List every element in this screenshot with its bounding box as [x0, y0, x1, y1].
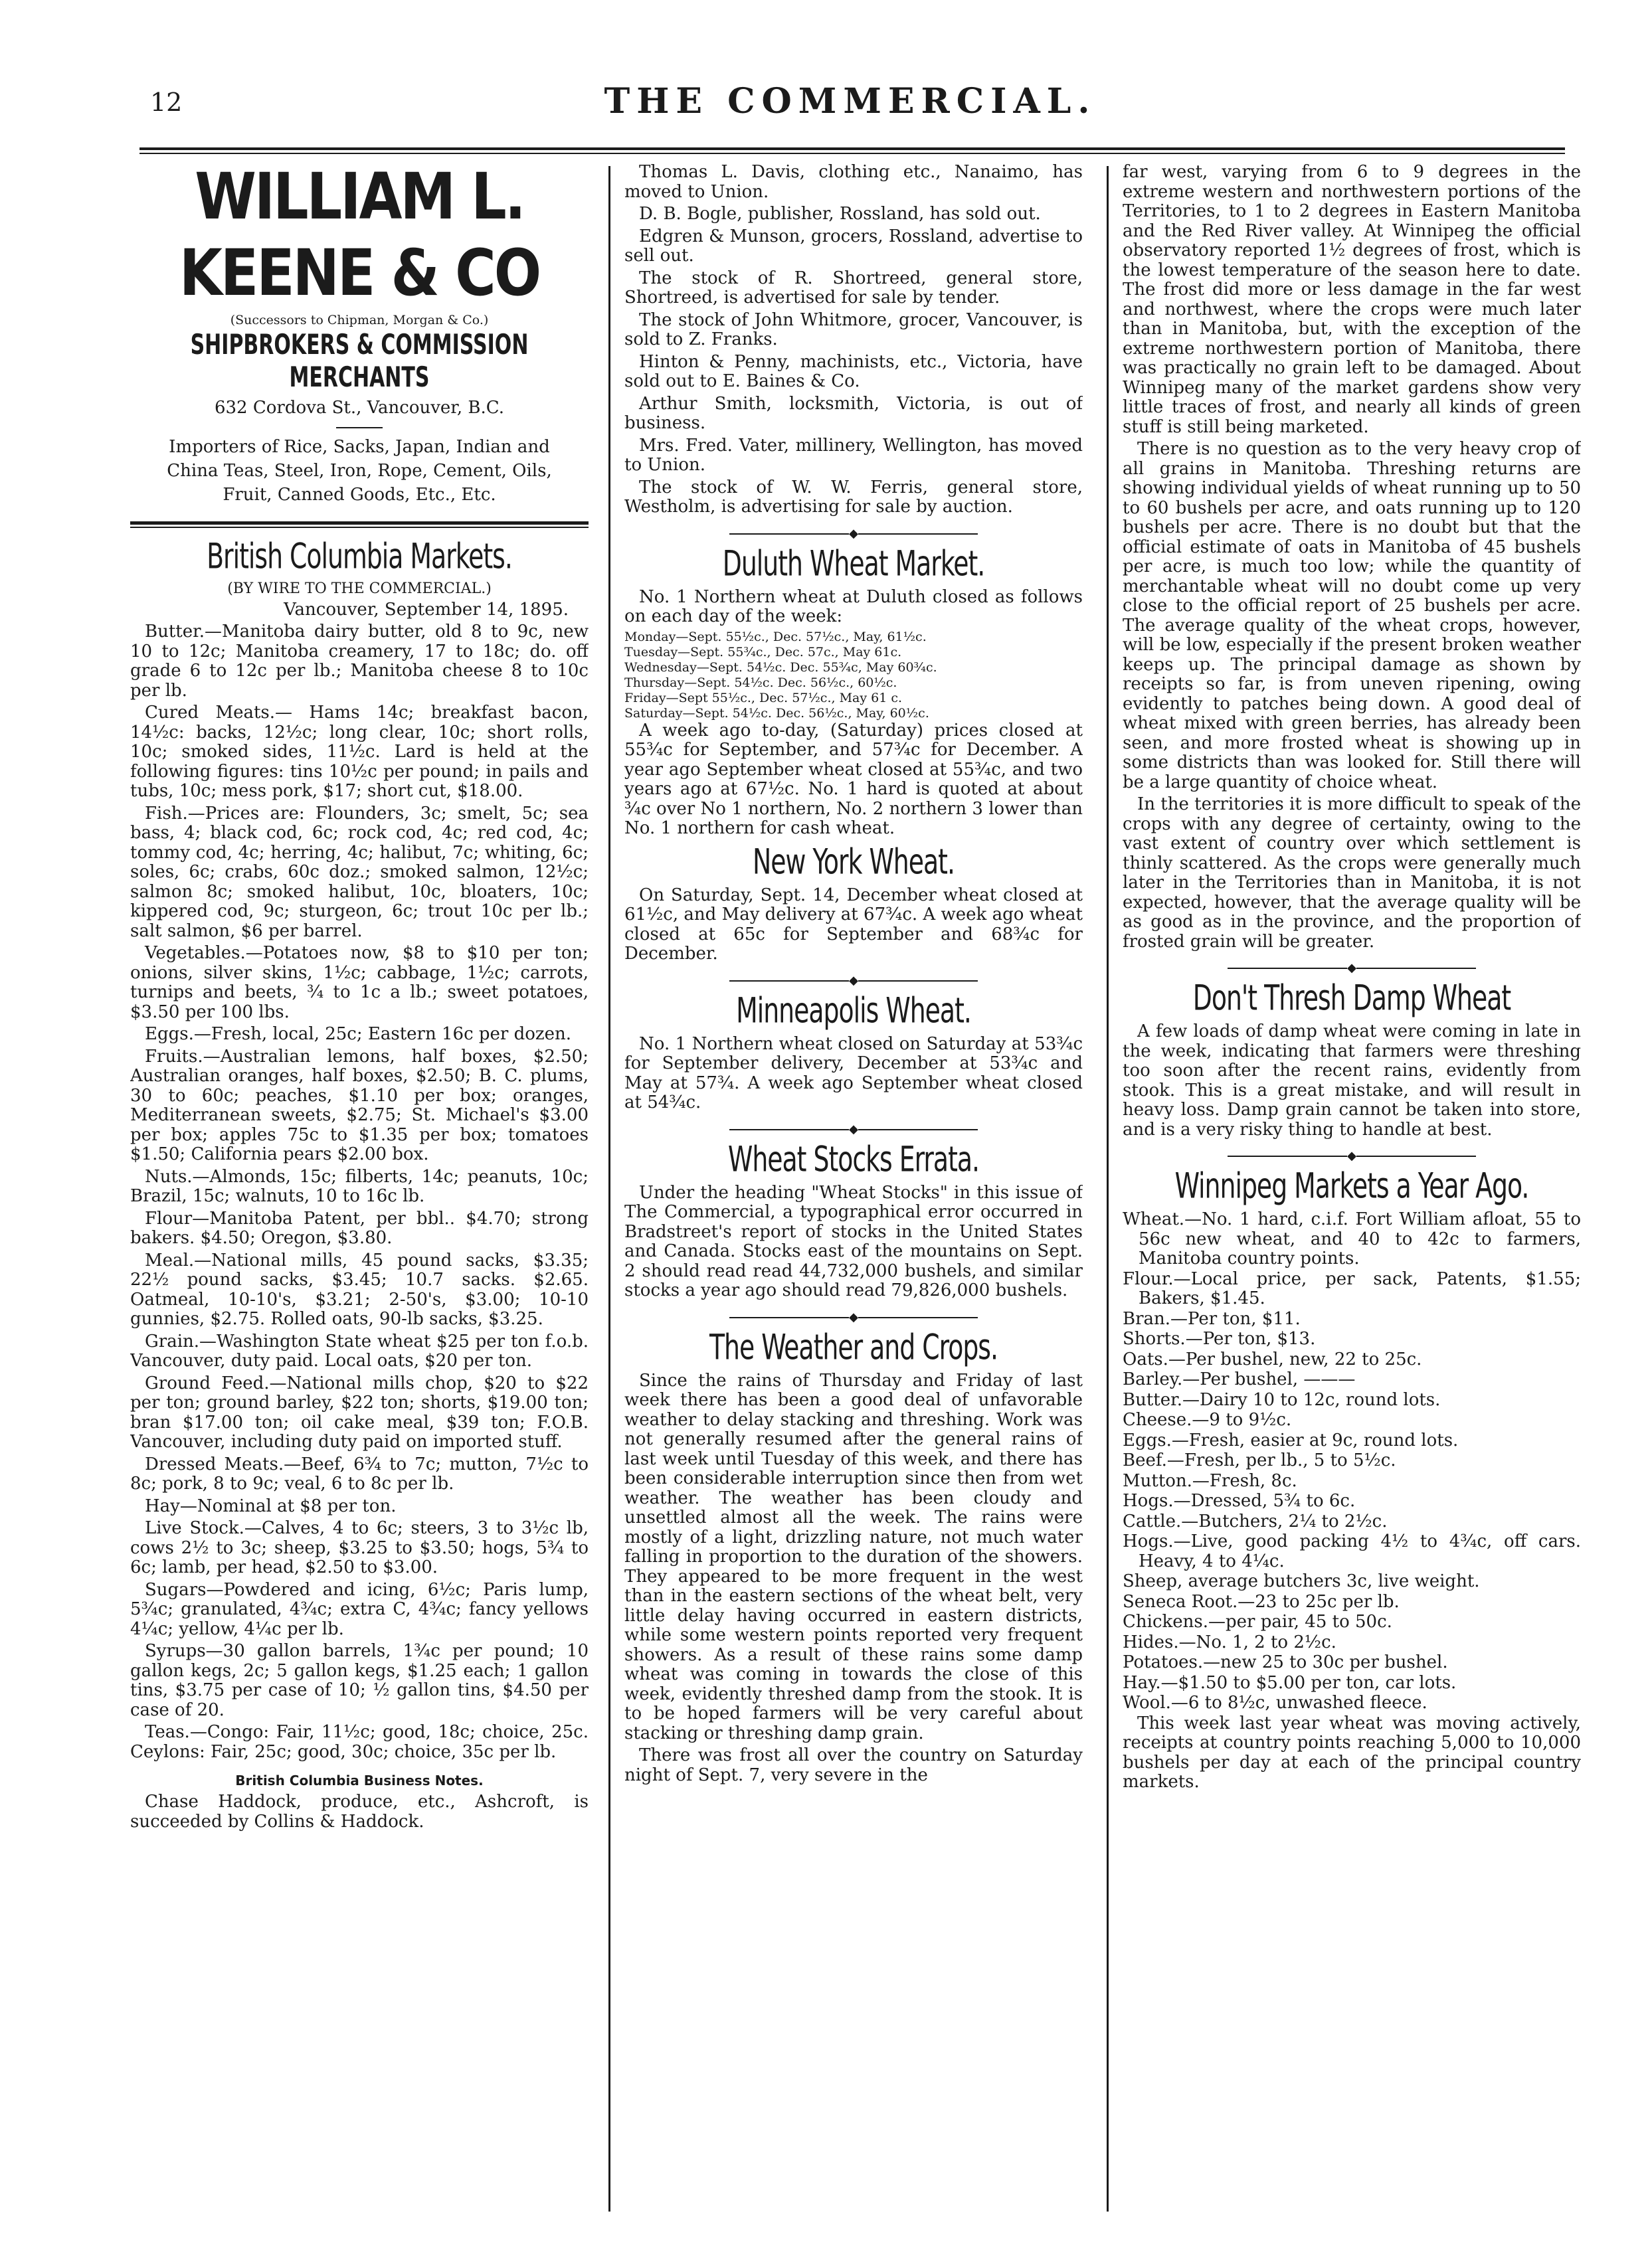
weather-heading: The Weather and Crops.	[709, 1326, 998, 1367]
column-2	[624, 163, 1083, 2248]
paragraph: Under the heading "Wheat Stocks" in this issue of The Commercial, a typographical error occurred in Bradstreet's report of stocks in the United States and Canada. Stocks east of the mountains on Sept. 2 should read read 44,732,000 bushels, and similar stocks a year ago should read 79,826,000 bushels.	[624, 1182, 1083, 1300]
paragraph: A week ago to-day, (Saturday) prices closed at 55¾c for September, and 57¾c for December. A year ago September wheat closed at 55¾c, and two years ago at 67½c. No. 1 hard is quoted at about ¾c over No 1 northern, No. 2 northern 3 lower than No. 1 northern for cash wheat.	[624, 720, 1083, 838]
list-item: Hogs.—Live, good packing 4½ to 4¾c, off cars. Heavy, 4 to 4¼c.	[1123, 1531, 1581, 1571]
list-item: Bran.—Per ton, $11.	[1123, 1308, 1301, 1329]
paragraph: Hay—Nominal at $8 per ton.	[145, 1496, 397, 1516]
paragraph: In the territories it is more difficult to speak of the crops with any degree of certainty, owing to the vast extent of country over which settlement is thinly scattered. As the crops were generally much later in the Territories than in Manitoba, it is not expected, however, that the average quality will be as good as in the province, and the proportion of frosted grain will be greater.	[1123, 794, 1581, 952]
business-notes	[624, 163, 1083, 517]
paragraph: There was frost all over the country on Saturday night of Sept. 7, very severe in the	[624, 1745, 1083, 1785]
list-item: Hogs.—Dressed, 5¾ to 6c.	[1123, 1491, 1356, 1511]
top-rule	[139, 147, 1565, 154]
short-rule	[336, 427, 383, 428]
paragraph: This week last year wheat was moving actively, receipts at country points reaching 5,000 to 10,000 bushels per day at each of the principal country markets.	[1123, 1713, 1581, 1792]
column-rule-2	[1107, 166, 1109, 2212]
duluth-daily-list	[624, 630, 1083, 721]
paragraph: The stock of John Whitmore, grocer, Vancouver, is sold to Z. Franks.	[624, 309, 1083, 349]
list-item: Cattle.—Butchers, 2¼ to 2½c.	[1123, 1511, 1388, 1531]
paragraph: Meal.—National mills, 45 pound sacks, $3.35; 22½ pound sacks, $3.45; 10.7 sacks. $2.65. Oatmeal, 10-10's, $3.21; 2-50's, $3.00; 10-10 gunnies, $2.75. Rolled oats, 90-lb sacks, $3.25.	[130, 1250, 589, 1329]
page-number: 12	[150, 88, 183, 117]
list-item: Saturday—Sept. 54½c. Dec. 56½c., May, 60½c.	[624, 705, 929, 721]
paragraph: There is no question as to the very heavy crop of all grains in Manitoba. Threshing returns are showing individual yields of wheat running up to 50 to 60 bushels per acre, and oats running up to 120 bushels per acre. There is no doubt but that the official estimate of oats in Manitoba of 45 bushels per acre, is much too low; while the quantity of merchantable wheat will no doubt come up very close to the official report of 25 bushels per acre. The average quality of the wheat crops, however, will be low, especially if the present broken weather keeps up. The principal damage as shown by receipts so far, is from uneven ripening, owing evidently to patches being down. A good deal of wheat mixed with green berries, has already been seen, and more frosted wheat is showing up in some districts than was looked for. Still there will be a large quantity of choice wheat.	[1123, 439, 1581, 792]
firm-address: 632 Cordova St., Vancouver, B.C.	[214, 398, 505, 418]
paragraph: Edgren & Munson, grocers, Rossland, advertise to sell out.	[624, 226, 1083, 266]
minneapolis-heading: Minneapolis Wheat.	[736, 990, 971, 1031]
list-item: Chickens.—per pair, 45 to 50c.	[1123, 1612, 1392, 1632]
paragraph: far west, varying from 6 to 9 degrees in the extreme western and northwestern portions of the Territories, to 1 to 2 degrees in Eastern Manitoba and the Red River valley. At Winnipeg the official observatory reported 1½ degrees of frost, which is the lowest temperature of the season here to date. The frost did more or less damage in the far west and northwest, where the crops were much later than in Manitoba, but, with the exception of the extreme northwestern portion of Manitoba, there was practically no grain left to be damaged. About Winnipeg many of the market gardens show very little traces of frost, and nearly all kinds of green stuff is still being marketed.	[1123, 163, 1581, 437]
ornament-divider: ◆	[624, 1310, 1083, 1324]
firm-importers: Importers of Rice, Sacks, Japan, Indian and China Teas, Steel, Iron, Rope, Cement, Oils, Fruit, Canned Goods, Etc., Etc.	[167, 437, 552, 505]
paragraph: Vegetables.—Potatoes now, $8 to $10 per ton; onions, silver skins, 1½c; cabbage, 1½c; carrots, turnips and beets, ¾ to 1c a lb.; sweet potatoes, $3.50 per 100 lbs.	[130, 943, 589, 1022]
list-item: Tuesday—Sept. 55¾c., Dec. 57c., May 61c.	[624, 644, 902, 659]
list-item: Hay.—$1.50 to $5.00 per ton, car lots.	[1123, 1672, 1457, 1693]
ornament-divider: ◆	[624, 974, 1083, 988]
ornament-divider: ◆	[1123, 1149, 1581, 1163]
list-item: Eggs.—Fresh, easier at 9c, round lots.	[1123, 1430, 1459, 1450]
double-rule	[130, 521, 589, 528]
paragraph: The stock of W. W. Ferris, general store, Westholm, is advertising for sale by auction.	[624, 477, 1083, 517]
list-item: Oats.—Per bushel, new, 22 to 25c.	[1123, 1349, 1422, 1369]
list-item: Seneca Root.—23 to 25c per lb.	[1123, 1591, 1400, 1612]
ornament-divider: ◆	[624, 527, 1083, 541]
list-item: Flour.—Local price, per sack, Patents, $1.55; Bakers, $1.45.	[1123, 1268, 1581, 1308]
paragraph: Teas.—Congo: Fair, 11½c; good, 18c; choice, 25c. Ceylons: Fair, 25c; good, 30c; choice, 35c per lb.	[130, 1722, 589, 1762]
list-item: Wool.—6 to 8½c, unwashed fleece.	[1123, 1693, 1427, 1713]
paragraph: Ground Feed.—National mills chop, $20 to $22 per ton; ground barley, $22 ton; shorts, $19.00 ton; bran $17.00 ton; oil cake meal, $39 ton; F.O.B. Vancouver, including duty paid on imported stuff.	[130, 1373, 589, 1452]
list-item: Thursday—Sept. 54½c. Dec. 56½c., 60½c.	[624, 675, 897, 690]
paragraph: The stock of R. Shortreed, general store, Shortreed, is advertised for sale by tender.	[624, 268, 1083, 307]
list-item: Shorts.—Per ton, $13.	[1123, 1329, 1316, 1349]
bc-markets-body	[130, 622, 589, 1762]
ornament-divider: ◆	[624, 1122, 1083, 1136]
list-item: Potatoes.—new 25 to 30c per bushel.	[1123, 1652, 1448, 1672]
paragraph: Fish.—Prices are: Flounders, 3c; smelt, 5c; sea bass, 4; black cod, 6c; rock cod, 4c; red cod, 4c; tommy cod, 4c; herring, 4c; halibut, 7c; whiting, 6c; soles, 6c; crabs, 60c doz.; smoked salmon, 12½c; salmon 8c; smoked halibut, 10c, bloaters, 10c; kippered cod, 9c; sturgeon, 6c; trout 10c per lb.; salt salmon, $6 per barrel.	[130, 803, 589, 941]
list-item: Butter.—Dairy 10 to 12c, round lots.	[1123, 1389, 1441, 1410]
paragraph: No. 1 Northern wheat closed on Saturday at 53¾c for September delivery, December at 53¾c and May at 57¾. A week ago September wheat closed at 54¾c.	[624, 1033, 1083, 1112]
bc-markets-dateline: Vancouver, September 14, 1895.	[284, 600, 569, 620]
paragraph: No. 1 Northern wheat at Duluth closed as follows on each day of the week:	[624, 586, 1083, 626]
list-item: Mutton.—Fresh, 8c.	[1123, 1470, 1297, 1491]
errata-heading: Wheat Stocks Errata.	[727, 1138, 980, 1179]
paragraph: On Saturday, Sept. 14, December wheat closed at 61½c, and May delivery at 67¾c. A week ago wheat closed at 65c for September and 68¾c for December.	[624, 885, 1083, 964]
column-1	[130, 163, 589, 2248]
list-item: Wednesday—Sept. 54½c. Dec. 55¾c, May 60¾c.	[624, 659, 937, 675]
bc-markets-heading: British Columbia Markets.	[207, 535, 512, 577]
paragraph: Live Stock.—Calves, 4 to 6c; steers, 3 to 3½c lb, cows 2½ to 3c; sheep, $3.25 to $3.50; hogs, 5¾ to 6c; lamb, per head, $2.50 to $3.00.	[130, 1518, 589, 1577]
column-3	[1123, 163, 1581, 2248]
paragraph: Hinton & Penny, machinists, etc., Victoria, have sold out to E. Baines & Co.	[624, 351, 1083, 391]
column-rule-1	[608, 166, 610, 2212]
list-item: Monday—Sept. 55½c., Dec. 57½c., May, 61½c.	[624, 629, 927, 644]
masthead: THE COMMERCIAL.	[604, 81, 1097, 122]
list-item: Friday—Sept 55½c., Dec. 57½c., May 61 c.	[624, 690, 903, 705]
paragraph: Butter.—Manitoba dairy butter, old 8 to 9c, new 10 to 12c; Manitoba creamery, 17 to 18c; do. off grade 6 to 12c per lb.; Manitoba cheese 8 to 10c per lb.	[130, 622, 589, 701]
list-item: Hides.—No. 1, 2 to 2½c.	[1123, 1632, 1336, 1652]
paragraph: Grain.—Washington State wheat $25 per ton f.o.b. Vancouver, duty paid. Local oats, $20 per ton.	[130, 1331, 589, 1371]
ornament-divider: ◆	[1123, 961, 1581, 975]
list-item: Beef.—Fresh, per lb., 5 to 5½c.	[1123, 1450, 1396, 1470]
paragraph: Syrups—30 gallon barrels, 1¾c per pound; 10 gallon kegs, 2c; 5 gallon kegs, $1.25 each; 1 gallon tins, $3.75 per case of 10; ½ gallon tins, $4.50 per case of 20.	[130, 1641, 589, 1720]
paragraph: Eggs.—Fresh, local, 25c; Eastern 16c per dozen.	[145, 1024, 572, 1044]
list-item: Wheat.—No. 1 hard, c.i.f. Fort William afloat, 55 to 56c new wheat, and 40 to 42c to farmers, Manitoba country points.	[1123, 1209, 1581, 1268]
paragraph: Chase Haddock, produce, etc., Ashcroft, is succeeded by Collins & Haddock.	[130, 1792, 589, 1832]
list-item: Sheep, average butchers 3c, live weight.	[1123, 1571, 1480, 1591]
year-ago-list	[1123, 1210, 1581, 1713]
list-item: Cheese.—9 to 9½c.	[1123, 1410, 1292, 1430]
paragraph: Arthur Smith, locksmith, Victoria, is out of business.	[624, 393, 1083, 433]
paragraph: Dressed Meats.—Beef, 6¾ to 7c; mutton, 7½c to 8c; pork, 8 to 9c; veal, 6 to 8c per lb.	[130, 1454, 589, 1494]
firm-name: WILLIAM L. KEENE & CO	[179, 163, 540, 310]
paragraph: Fruits.—Australian lemons, half boxes, $2.50; Australian oranges, half boxes, $2.50; B. C. plums, 30 to 60c; peaches, $1.10 per box; oranges, Mediterranean sweets, $2.75; St. Michael's $3.00 per box; apples 75c to $1.35 per box; tomatoes $1.50; California pears $2.00 box.	[130, 1046, 589, 1164]
firm-tagline: SHIPBROKERS & COMMISSION MERCHANTS	[190, 329, 529, 394]
firm-successors: (Successors to Chipman, Morgan & Co.)	[230, 313, 489, 327]
paragraph: Flour—Manitoba Patent, per bbl.. $4.70; strong bakers. $4.50; Oregon, $3.80.	[130, 1208, 589, 1248]
list-item: Barley.—Per bushel, ———	[1123, 1369, 1356, 1389]
new-york-heading: New York Wheat.	[753, 841, 955, 882]
paragraph: A few loads of damp wheat were coming in late in the week, indicating that farmers were threshing too soon after the recent rains, evidently from stook. This is a great mistake, and will result in heavy loss. Damp grain cannot be taken into store, and is a very risky thing to handle at best.	[1123, 1021, 1581, 1140]
paragraph: Sugars—Powdered and icing, 6½c; Paris lump, 5¾c; granulated, 4¾c; extra C, 4¾c; fancy yellows 4¼c; yellow, 4¼c per lb.	[130, 1579, 589, 1639]
bc-business-heading: British Columbia Business Notes.	[235, 1773, 484, 1788]
bc-markets-byline: (BY WIRE TO THE COMMERCIAL.)	[227, 580, 492, 597]
year-ago-heading: Winnipeg Markets a Year Ago.	[1174, 1165, 1529, 1207]
paragraph: Thomas L. Davis, clothing etc., Nanaimo, has moved to Union.	[624, 163, 1083, 202]
paragraph: Since the rains of Thursday and Friday of last week there has been a good deal of unfavorable weather to delay stacking and threshing. Work was not generally resumed after the general rains of last week until Tuesday of this week, and there has been considerable interruption since then from wet weather. The weather has been cloudy and unsettled almost all the week. The rains were mostly of a light, drizzling nature, not much water falling in proportion to the duration of the showers. They appeared to be more frequent in the west than in the eastern sections of the wheat belt, very little delay having occurred in eastern districts, while some western points reported very frequent showers. As a result of these rains some damp wheat was coming in towards the close of this week, evidently threshed damp from the stook. It is to be hoped farmers will be very careful about stacking or threshing damp grain.	[624, 1370, 1083, 1743]
paragraph: Nuts.—Almonds, 15c; filberts, 14c; peanuts, 10c; Brazil, 15c; walnuts, 10 to 16c lb.	[130, 1166, 589, 1206]
paragraph: Cured Meats.— Hams 14c; breakfast bacon, 14½c: backs, 12½c; long clear, 10c; short rolls, 10c; smoked sides, 11½c. Lard is held at the following figures: tins 10½c per pound; in pails and tubs, 10c; mess pork, $17; short cut, $18.00.	[130, 703, 589, 801]
paragraph: D. B. Bogle, publisher, Rossland, has sold out.	[639, 204, 1041, 224]
paragraph: Mrs. Fred. Vater, millinery, Wellington, has moved to Union.	[624, 435, 1083, 475]
duluth-heading: Duluth Wheat Market.	[722, 543, 985, 584]
damp-wheat-heading: Don't Thresh Damp Wheat	[1192, 977, 1511, 1019]
